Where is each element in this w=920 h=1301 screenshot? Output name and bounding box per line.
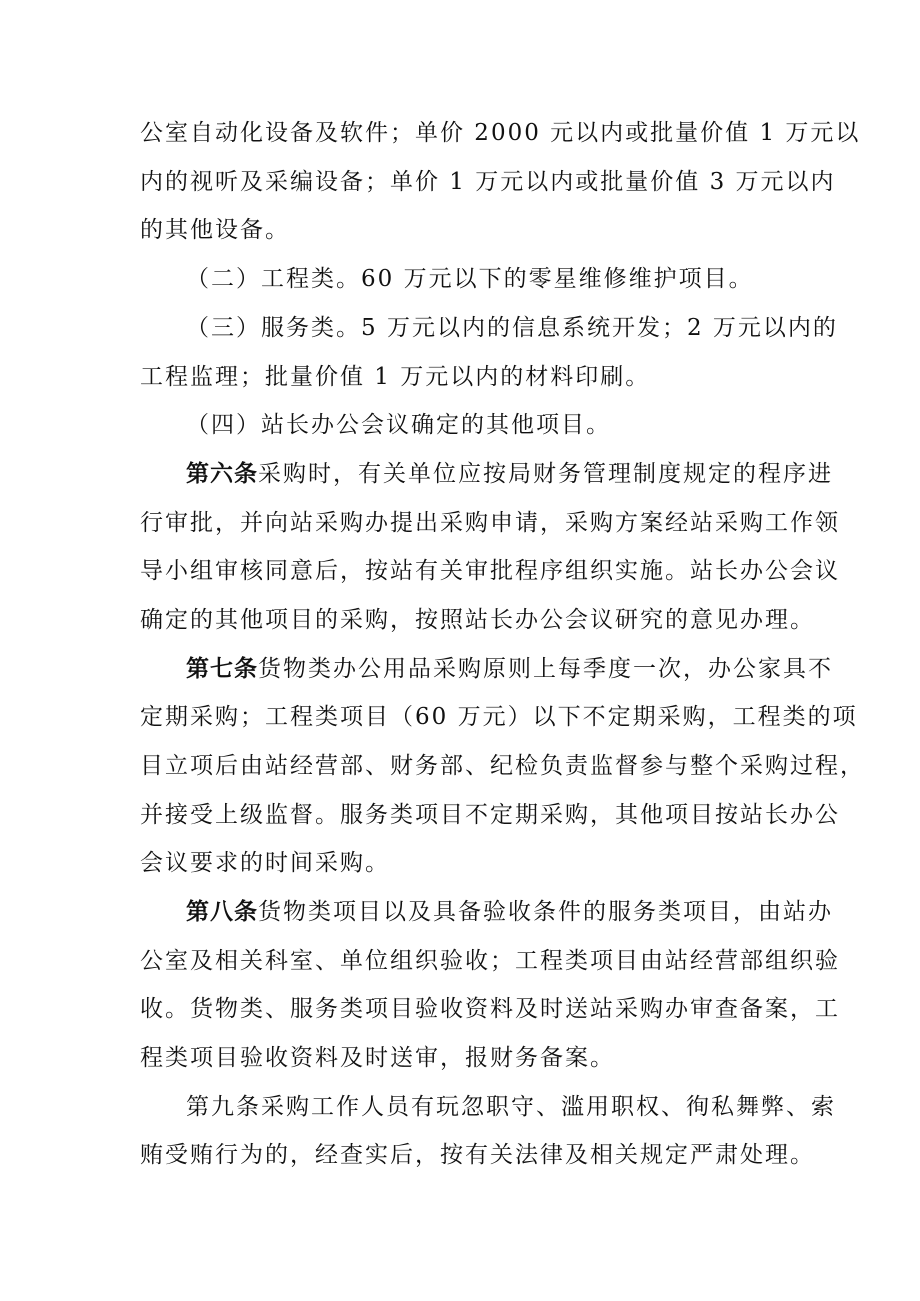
- article-seven-text: 货物类办公用品采购原则上每季度一次，办公家具不: [258, 656, 833, 682]
- article-eight-text: 货物类项目以及具备验收条件的服务类项目，由站办: [258, 899, 833, 925]
- paragraph-line: 贿受贿行为的，经查实后，按有关法律及相关规定严肃处理。: [140, 1142, 815, 1168]
- article-seven-first-line: [186, 654, 846, 684]
- paragraph-line: 导小组审核同意后，按站有关审批程序组织实施。站长办公会议: [140, 558, 840, 584]
- paragraph-line: 收。货物类、服务类项目验收资料及时送站采购办审查备案，工: [140, 996, 840, 1022]
- article-six-heading: 第六条: [186, 460, 258, 487]
- article-nine-first-line: 第九条采购工作人员有玩忽职守、滥用职权、徇私舞弊、索: [186, 1094, 836, 1120]
- paragraph-line: 内的视听及采编设备；单价 1 万元以内或批量价值 3 万元以内: [140, 169, 836, 195]
- article-seven-heading: 第七条: [186, 655, 258, 682]
- article-six-text: 采购时，有关单位应按局财务管理制度规定的程序进: [258, 461, 833, 487]
- paragraph-line: 工程监理；批量价值 1 万元以内的材料印刷。: [140, 364, 651, 390]
- article-six-first-line: [186, 459, 846, 489]
- paragraph-line: 并接受上级监督。服务类项目不定期采购，其他项目按站长办公: [140, 802, 840, 828]
- article-eight-first-line: [186, 897, 846, 927]
- paragraph-line: 确定的其他项目的采购，按照站长办公会议研究的意见办理。: [140, 607, 815, 633]
- paragraph-line: （二）工程类。60 万元以下的零星维修维护项目。: [186, 266, 754, 292]
- paragraph-line: 公室自动化设备及软件；单价 2000 元以内或批量价值 1 万元以: [140, 120, 861, 146]
- paragraph-line: 行审批，并向站采购办提出采购申请，采购方案经站采购工作领: [140, 510, 840, 536]
- paragraph-line: 会议要求的时间采购。: [140, 850, 390, 876]
- paragraph-line: 的其他设备。: [140, 217, 290, 243]
- paragraph-line: （三）服务类。5 万元以内的信息系统开发；2 万元以内的: [186, 315, 838, 341]
- paragraph-line: 公室及相关科室、单位组织验收；工程类项目由站经营部组织验: [140, 948, 840, 974]
- paragraph-line: 定期采购；工程类项目（60 万元）以下不定期采购，工程类的项: [140, 704, 858, 730]
- paragraph-line: 程类项目验收资料及时送审，报财务备案。: [140, 1045, 615, 1071]
- article-eight-heading: 第八条: [186, 898, 258, 925]
- paragraph-line: 目立项后由站经营部、财务部、纪检负责监督参与整个采购过程，: [140, 753, 865, 779]
- paragraph-line: （四）站长办公会议确定的其他项目。: [186, 412, 611, 438]
